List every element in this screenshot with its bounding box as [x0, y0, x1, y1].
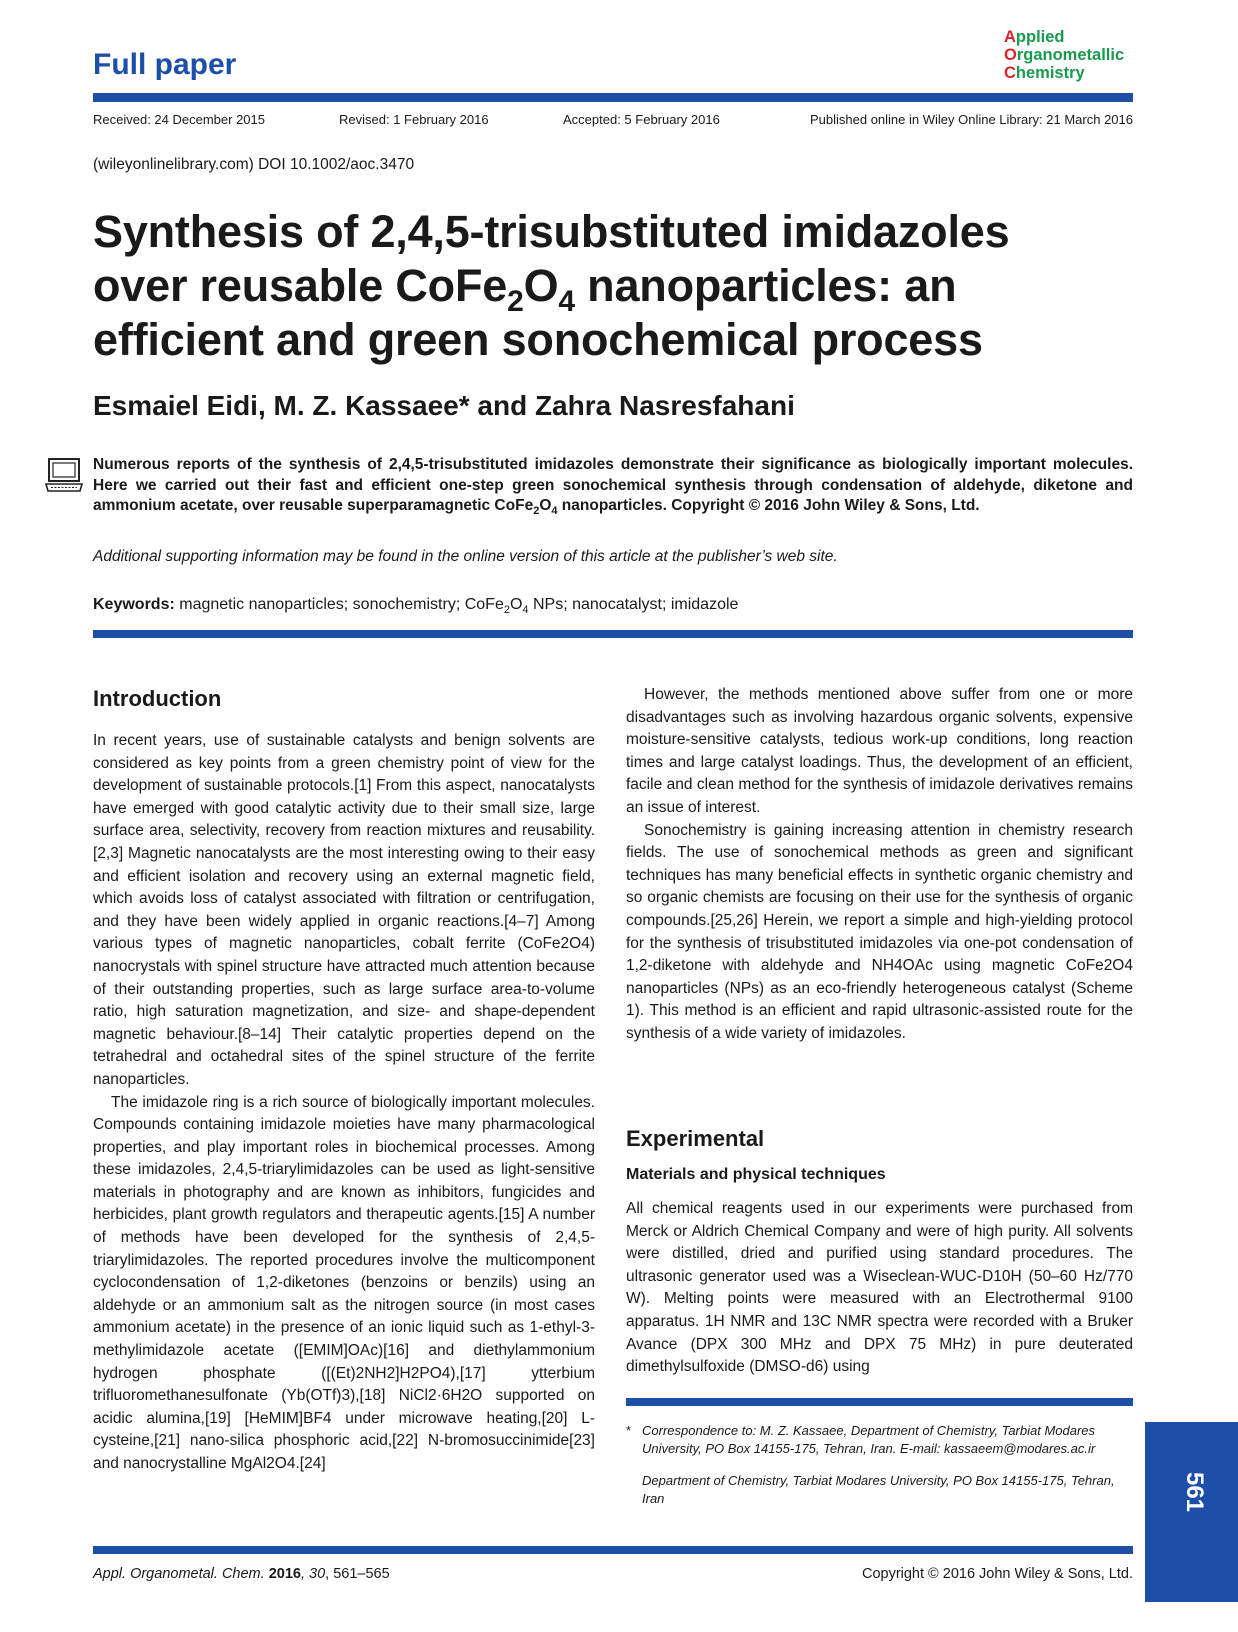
header-rule: [93, 93, 1133, 102]
correspondence-footnote: * Correspondence to: M. Z. Kassaee, Department of Chemistry, Tarbiat Modares University, PO Box 14155-175, Tehran, Iran. E-mail: kassaeem@modares.ac.ir Department of Chemistry, Tarbiat Modares University, PO Box 14155-175, Tehran, Iran: [626, 1422, 1133, 1508]
journal-logo: Applied Organometallic Chemistry: [1004, 28, 1125, 82]
keywords: Keywords: magnetic nanoparticles; sonochemistry; $CoFe_2O_4$ NPs; nanocatalyst; imidazole: [93, 596, 739, 617]
supporting-info-note: Additional supporting information may be found in the online version of this article at the publisher’s web site.: [93, 548, 838, 565]
experimental-paragraph-1: All chemical reagents used in our experiments were purchased from Merck or Aldrich Chemical Company and were of high purity. All solvents were distilled, dried and purified using standard procedures. The ultrasonic generator used was a Wiseclean-WUC-D10H (50–60 Hz/770 W). Melting points were measured with an Electrothermal 9100 apparatus. 1H NMR and 13C NMR spectra were recorded with a Bruker Avance (DPX 300 MHz and DPX 75 MHz) in pure deuterated dimethylsulfoxide (DMSO-d6) using: [626, 1200, 1133, 1376]
intro-paragraph-4: Sonochemistry is gaining increasing attention in chemistry research fields. The use of sonochemical methods as green and significant techniques has many beneficial effects in synthetic organic chemistry and so organic chemists are focusing on their use for the synthesis of organic compounds.[25,26] Herein, we report a simple and high-yielding protocol for the synthesis of trisubstituted imidazoles via one-pot condensation of 1,2-diketone with aldehyde and NH4OAc using magnetic CoFe2O4 nanoparticles (NPs) as an eco-friendly heterogeneous catalyst (Scheme 1). This method is an efficient and rapid ultrasonic-assisted route for the synthesis of a wide variety of imidazoles.: [626, 821, 1133, 1042]
intro-paragraph-2: The imidazole ring is a rich source of biologically important molecules. Compounds containing imidazole moieties have many pharmacological properties, and play important roles in biochemical processes. Among these imidazoles, 2,4,5-triarylimidazoles can be used as light-sensitive materials in photography and are known as inhibitors, fungicides and herbicides, plant growth regulators and therapeutic agents.[15] A number of methods have been developed for the synthesis of 2,4,5-triarylimidazoles. The reported procedures involve the multicomponent cyclocondensation of 1,2-diketones (benzoins or benzils) using an aldehyde or an ammonium salt as the nitrogen source (in most cases ammonium acetate) in the presence of an ionic liquid such as 1-ethyl-3-methylimidazole acetate ([EMIM]OAc)[16] and diethylammonium hydrogen phosphate ([(Et)2NH2]H2PO4),[17] ytterbium trifluoromethanesulfonate (Yb(OTf)3),[18] NiCl2·6H2O supported on acidic alumina,[19] [HeMIM]BF4 under microwave heating,[20] L-cysteine,[21] nano-silica phosphoric acid,[22] N-bromosuccinimide[23] and nanocrystalline MgAl2O4.[24]: [93, 1093, 595, 1472]
intro-paragraph-3: However, the methods mentioned above suffer from one or more disadvantages such as involving hazardous organic solvents, expensive moisture-sensitive catalysts, tedious work-up conditions, long reaction times and large catalyst loadings. Thus, the development of an efficient, facile and clean method for the synthesis of imidazole derivatives remains an issue of interest.: [626, 686, 1133, 816]
experimental-heading: Experimental: [626, 1126, 765, 1151]
footer-rule: [93, 1546, 1133, 1554]
accepted-date: Accepted: 5 February 2016: [563, 112, 720, 127]
materials-subheading: Materials and physical techniques: [626, 1166, 886, 1183]
page-number: 561: [1181, 1471, 1208, 1513]
published-date: Published online in Wiley Online Library: 21 March 2016: [809, 112, 1133, 127]
journal-citation: Appl. Organometal. Chem. 2016, 30, 561–565: [93, 1566, 390, 1582]
correspondence-text: Correspondence to: M. Z. Kassaee, Department of Chemistry, Tarbiat Modares University, PO Box 14155-175, Tehran, Iran. E-mail: kassaeem@modares.ac.ir: [642, 1423, 1096, 1456]
copyright: Copyright © 2016 John Wiley & Sons, Ltd.: [861, 1566, 1133, 1582]
abstract-rule: [93, 630, 1133, 638]
introduction-left-column: [93, 730, 595, 1476]
intro-paragraph-1: In recent years, use of sustainable catalysts and benign solvents are considered as key points from a green chemistry point of view for the development of sustainable protocols.[1] From this aspect, nanocatalysts have emerged with good catalytic activity due to their small size, large surface area, selectivity, recovery from reaction mixtures and reusability.[2,3] Magnetic nanocatalysts are the most interesting owing to their easy and efficient isolation and recovery using an external magnetic field, which avoids loss of catalyst associated with filtration or centrifugation, and they have been widely applied in organic reactions.[4–7] Among various types of magnetic nanoparticles, cobalt ferrite (CoFe2O4) nanocrystals with spinel structure have attracted much attention because of their outstanding properties, such as large surface area-to-volume ratio, high saturation magnetization, and size- and shape-dependent magnetic behaviour.[8–14] Their catalytic properties depend on the tetrahedral and octahedral sites of the spinel structure of the ferrite nanoparticles.: [93, 732, 595, 1088]
introduction-heading: Introduction: [93, 686, 222, 711]
revised-date: Revised: 1 February 2016: [339, 112, 489, 127]
laptop-icon: [44, 457, 84, 495]
article-title: Synthesis of 2,4,5-trisubstituted imidazoles over reusable $CoFe_2O_4$ nanoparticles: an efficient and green sonochemical process: [93, 206, 1010, 365]
correspondence-rule: [626, 1398, 1133, 1406]
introduction-right-column: [626, 684, 1133, 1046]
doi: (wileyonlinelibrary.com) DOI 10.1002/aoc.3470: [93, 156, 415, 173]
abstract: Numerous reports of the synthesis of 2,4,5-trisubstituted imidazoles demonstrate their significance as biologically important molecules. Here we carried out their fast and efficient one-step green sonochemical synthesis through condensation of aldehyde, diketone and ammonium acetate, over reusable superparamagnetic $CoFe_2O_4$ nanoparticles. Copyright © 2016 John Wiley & Sons, Ltd.: [93, 456, 1133, 518]
authors: Esmaiel Eidi, M. Z. Kassaee* and Zahra Nasresfahani: [93, 390, 795, 421]
received-date: Received: 24 December 2015: [93, 112, 265, 127]
experimental-body: [626, 1198, 1133, 1379]
affiliation-text: Department of Chemistry, Tarbiat Modares University, PO Box 14155-175, Tehran, Iran: [642, 1473, 1115, 1506]
section-label: Full paper: [93, 48, 237, 81]
